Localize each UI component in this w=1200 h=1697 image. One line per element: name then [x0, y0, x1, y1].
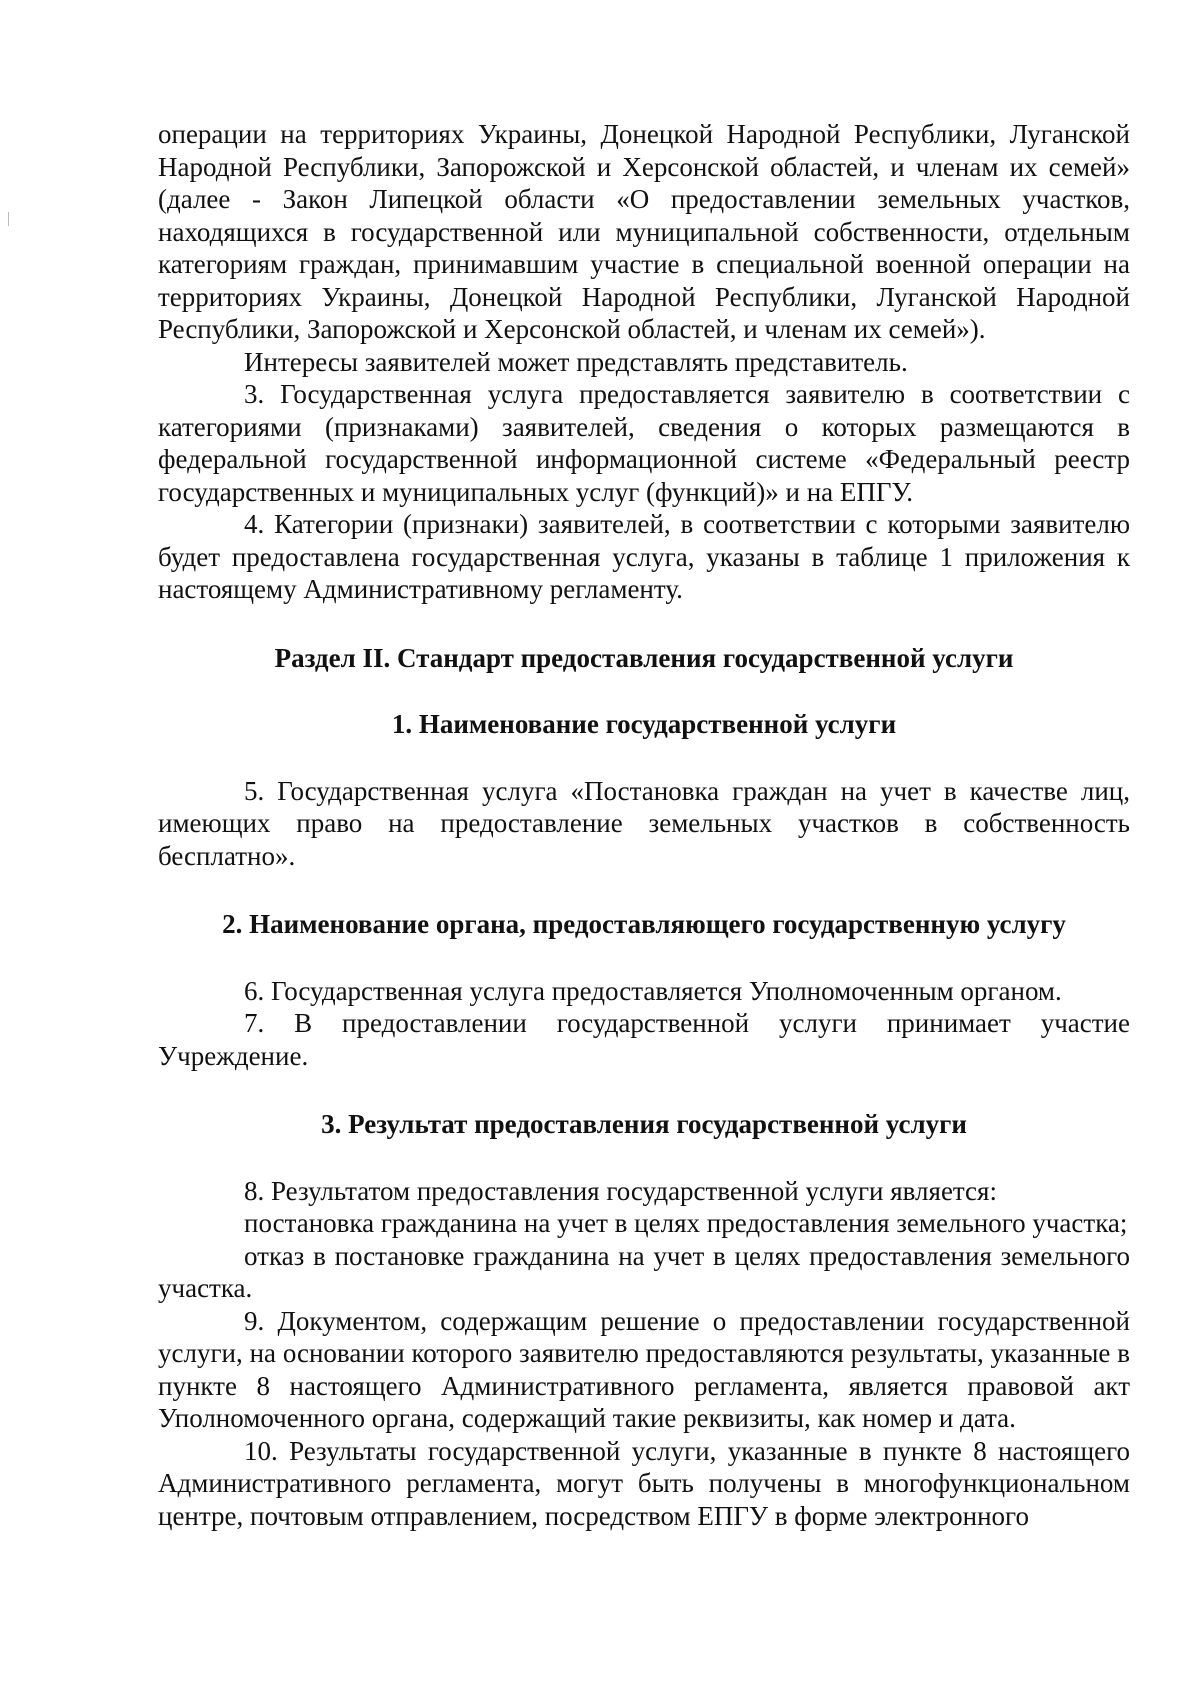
spacer	[158, 1072, 1130, 1108]
paragraph-8-item-2: отказ в постановке гражданина на учет в целях предоставления земельного участка.	[158, 1240, 1130, 1303]
paragraph-8: 8. Результатом предоставления государственной услуги является:	[244, 1175, 997, 1206]
spacer	[158, 872, 1130, 908]
paragraph-8-item-1: постановка гражданина на учет в целях предоставления земельного участка;	[244, 1208, 1128, 1238]
paragraph-10: 10. Результаты государственной услуги, указанные в пункте 8 настоящего Административного регламента, могут быть получены в многофункциональном центре, почтовым отправлением, посредством ЕПГУ в форме электронного	[158, 1435, 1130, 1531]
paragraph-3: 3. Государственная услуга предоставляется заявителю в соответствии с категориями (признаками) заявителей, сведения о которых размещаются в федеральной государственной информационной системе «Федеральный реестр государственных и муниципальных услуг (функций)» и на ЕПГУ.	[158, 379, 1130, 507]
section-2-heading: Раздел II. Стандарт предоставления государственной услуги	[274, 642, 1014, 673]
subsection-1-heading: 1. Наименование государственной услуги	[391, 709, 897, 739]
spacer	[158, 741, 1130, 775]
paragraph-representative: Интересы заявителей может представлять представитель.	[244, 346, 908, 377]
paragraph-intro-continued: операции на территориях Украины, Донецкой Народной Республики, Луганской Народной Республики, Запорожской и Херсонской областей, и членам их семей» (далее - Закон Липецкой области «О предоставлении земельных участков, находящихся в государственной или муниципальной собственности, отдельным категориям граждан, принимавшим участие в специальной военной операции на территориях Украины, Донецкой Народной Республики, Луганской Народной Республики, Запорожской и Херсонской областей, и членам их семей»).	[158, 119, 1130, 344]
paragraph-7: 7. В предоставлении государственной услуги принимает участие Учреждение.	[158, 1008, 1130, 1071]
subsection-3-heading: 3. Результат предоставления государственной услуги	[321, 1109, 967, 1139]
spacer	[158, 606, 1130, 642]
paragraph-4: 4. Категории (признаки) заявителей, в соответствии с которыми заявителю будет предоставлена государственная услуга, указаны в таблице 1 приложения к настоящему Административному регламенту.	[158, 509, 1130, 604]
spacer	[158, 1141, 1130, 1175]
document-body	[158, 118, 1130, 1532]
scan-artifact-mark	[8, 212, 9, 226]
paragraph-6: 6. Государственная услуга предоставляется Уполномоченным органом.	[244, 975, 1062, 1006]
spacer	[158, 941, 1130, 975]
spacer	[158, 674, 1130, 708]
paragraph-9: 9. Документом, содержащим решение о предоставлении государственной услуги, на основании которого заявителю предоставляются результаты, указанные в пункте 8 настоящего Административного регламента, является правовой акт Уполномоченного органа, содержащий такие реквизиты, как номер и дата.	[158, 1305, 1130, 1433]
subsection-2-heading: 2. Наименование органа, предоставляющего государственную услугу	[222, 909, 1066, 939]
paragraph-5: 5. Государственная услуга «Постановка граждан на учет в качестве лиц, имеющих право на предоставление земельных участков в собственность бесплатно».	[158, 775, 1130, 871]
